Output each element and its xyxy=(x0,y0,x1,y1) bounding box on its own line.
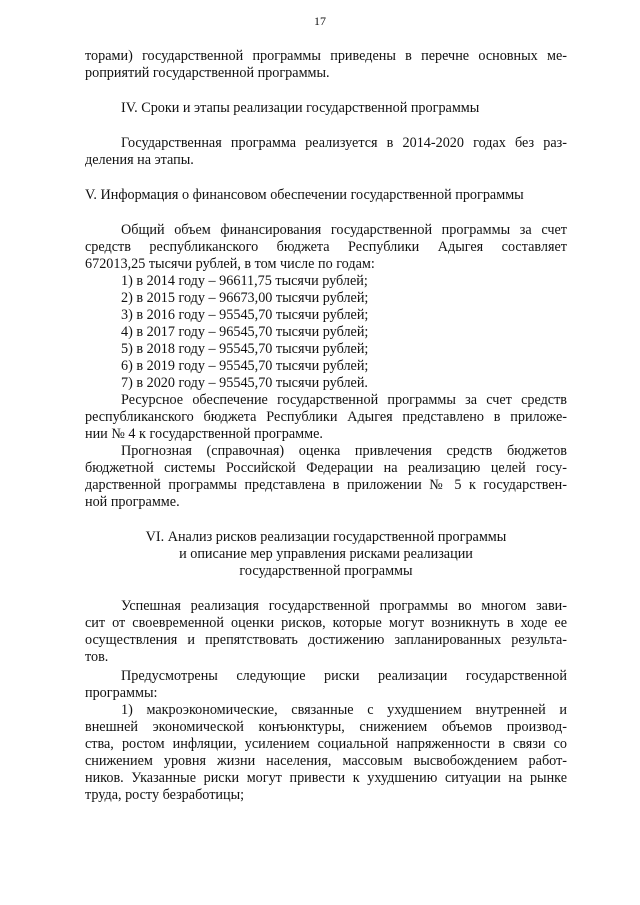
funding-year-item: 7) в 2020 году – 95545,70 тысячи рублей. xyxy=(121,375,368,391)
funding-year-item: 5) в 2018 году – 95545,70 тысячи рублей; xyxy=(121,341,369,357)
text-line: деления на этапы. xyxy=(85,152,194,168)
page-number: 17 xyxy=(314,14,326,28)
text-line: дарственной программы представлена в приложении № 5 к государствен- xyxy=(85,477,567,493)
text-line: ной программе. xyxy=(85,494,180,510)
funding-year-item: 1) в 2014 году – 96611,75 тысячи рублей; xyxy=(121,273,368,289)
text-line: сит от своевременной оценки рисков, которые могут возникнуть в ходе ее xyxy=(85,615,567,631)
text-line: республиканского бюджета Республики Адыгея представлено в приложе- xyxy=(85,409,567,425)
funding-year-item: 6) в 2019 году – 95545,70 тысячи рублей; xyxy=(121,358,369,374)
text-line: Прогнозная (справочная) оценка привлечения средств бюджетов xyxy=(121,443,567,459)
text-line: тов. xyxy=(85,649,109,665)
text-line: торами) государственной программы приведены в перечне основных ме- xyxy=(85,48,567,64)
text-line: ства, ростом инфляции, усилением социальной напряженности в связи со xyxy=(85,736,567,752)
text-line: роприятий государственной программы. xyxy=(85,65,330,81)
funding-year-item: 2) в 2015 году – 96673,00 тысячи рублей; xyxy=(121,290,369,306)
section-heading-6: государственной программы xyxy=(239,563,413,579)
text-line: труда, росту безработицы; xyxy=(85,787,245,803)
text-line: 672013,25 тысячи рублей, в том числе по годам: xyxy=(85,256,375,272)
text-line: Общий объем финансирования государственной программы за счет xyxy=(121,222,567,238)
text-line: осуществления и препятствовать достижению запланированных результа- xyxy=(85,632,567,648)
text-line: снижением уровня жизни населения, массовым высвобождением работ- xyxy=(85,753,567,769)
text-line: Успешная реализация государственной программы во многом зави- xyxy=(121,598,567,614)
text-line: программы: xyxy=(85,685,158,701)
text-line: Предусмотрены следующие риски реализации государственной xyxy=(121,668,567,684)
text-line: Ресурсное обеспечение государственной программы за счет средств xyxy=(121,392,567,408)
section-heading-6: и описание мер управления рисками реализации xyxy=(179,546,473,562)
section-heading-5: V. Информация о финансовом обеспечении государственной программы xyxy=(85,187,524,203)
text-line: средств республиканского бюджета Республики Адыгея составляет xyxy=(85,239,567,255)
text-line: 1) макроэкономические, связанные с ухудшением внутренней и xyxy=(121,702,567,718)
text-line: нии № 4 к государственной программе. xyxy=(85,426,323,442)
text-line: бюджетной системы Российской Федерации на реализацию целей госу- xyxy=(85,460,567,476)
text-line: ников. Указанные риски могут привести к ухудшению ситуации на рынке xyxy=(85,770,567,786)
page-content xyxy=(85,48,567,804)
funding-year-item: 3) в 2016 году – 95545,70 тысячи рублей; xyxy=(121,307,369,323)
text-line: внешней экономической конъюнктуры, снижением объемов производ- xyxy=(85,719,567,735)
text-line: Государственная программа реализуется в 2014-2020 годах без раз- xyxy=(121,135,567,151)
section-heading-6: VI. Анализ рисков реализации государственной программы xyxy=(145,529,507,545)
funding-year-item: 4) в 2017 году – 96545,70 тысячи рублей; xyxy=(121,324,369,340)
section-heading-4: IV. Сроки и этапы реализации государственной программы xyxy=(121,100,480,116)
